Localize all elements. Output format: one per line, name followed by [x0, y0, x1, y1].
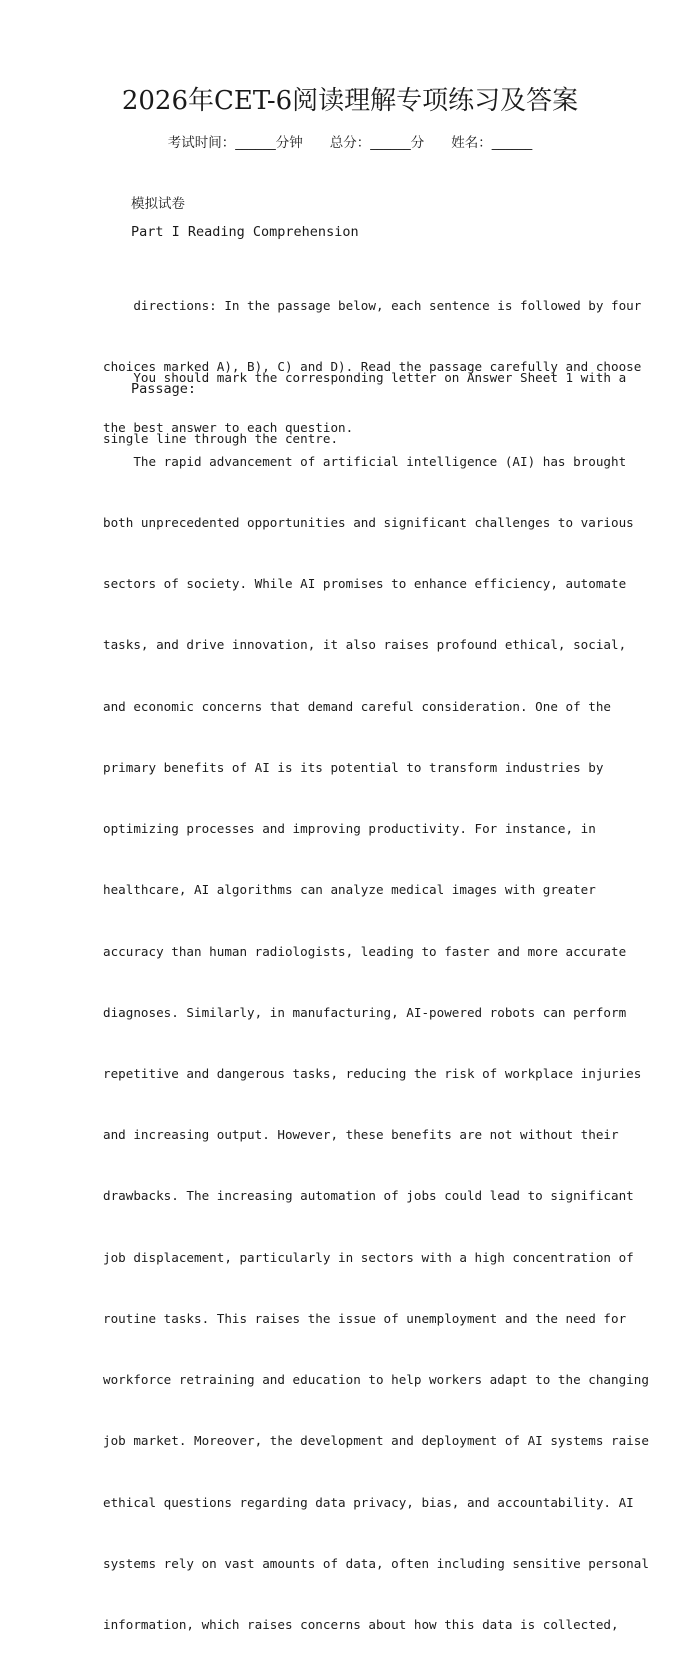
- text-line: job displacement, particularly in sectors with a high concentration of: [103, 1249, 634, 1265]
- text-line: You should mark the corresponding letter on Answer Sheet 1 with a: [103, 369, 627, 385]
- text-line: accuracy than human radiologists, leading to faster and more accurate: [103, 943, 627, 959]
- text-line: systems rely on vast amounts of data, often including sensitive personal: [103, 1555, 649, 1571]
- passage-label: Passage:: [131, 381, 197, 397]
- text-line: routine tasks. This raises the issue of unemployment and the need for: [103, 1310, 627, 1326]
- text-line: choices marked A), B), C) and D). Read the passage carefully and choose: [103, 359, 642, 375]
- mock-paper-heading: 模拟试卷: [131, 196, 185, 212]
- text-line: primary benefits of AI is its potential to transform industries by: [103, 759, 604, 775]
- text-line: sectors of society. While AI promises to enhance efficiency, automate: [103, 576, 627, 592]
- text-line: single line through the centre.: [103, 431, 339, 447]
- text-line: both unprecedented opportunities and significant challenges to various: [103, 515, 634, 531]
- passage-paragraph: [103, 411, 649, 1676]
- exam-meta-line: 考试时间：______分钟 总分：______分 姓名：______: [167, 135, 533, 151]
- text-line: The rapid advancement of artificial intelligence (AI) has brought: [103, 453, 627, 469]
- page-title: 2026年CET-6阅读理解专项练习及答案: [121, 86, 579, 116]
- text-line: and economic concerns that demand careful consideration. One of the: [103, 698, 611, 714]
- text-line: tasks, and drive innovation, it also raises profound ethical, social,: [103, 637, 627, 653]
- text-line: workforce retraining and education to help workers adapt to the changing: [103, 1372, 649, 1388]
- text-line: drawbacks. The increasing automation of jobs could lead to significant: [103, 1188, 634, 1204]
- text-line: diagnoses. Similarly, in manufacturing, AI-powered robots can perform: [103, 1004, 627, 1020]
- text-line: ethical questions regarding data privacy, bias, and accountability. AI: [103, 1494, 634, 1510]
- text-line: directions: In the passage below, each sentence is followed by four: [103, 297, 642, 313]
- text-line: information, which raises concerns about how this data is collected,: [103, 1616, 619, 1632]
- text-line: repetitive and dangerous tasks, reducing the risk of workplace injuries: [103, 1066, 642, 1081]
- text-line: the best answer to each question.: [103, 420, 354, 436]
- text-line: optimizing processes and improving productivity. For instance, in: [103, 821, 596, 837]
- text-line: job market. Moreover, the development and deployment of AI systems raise: [103, 1433, 649, 1449]
- text-line: and increasing output. However, these benefits are not without their: [103, 1127, 619, 1143]
- text-line: healthcare, AI algorithms can analyze medical images with greater: [103, 882, 596, 898]
- part-heading: Part I Reading Comprehension: [131, 224, 359, 240]
